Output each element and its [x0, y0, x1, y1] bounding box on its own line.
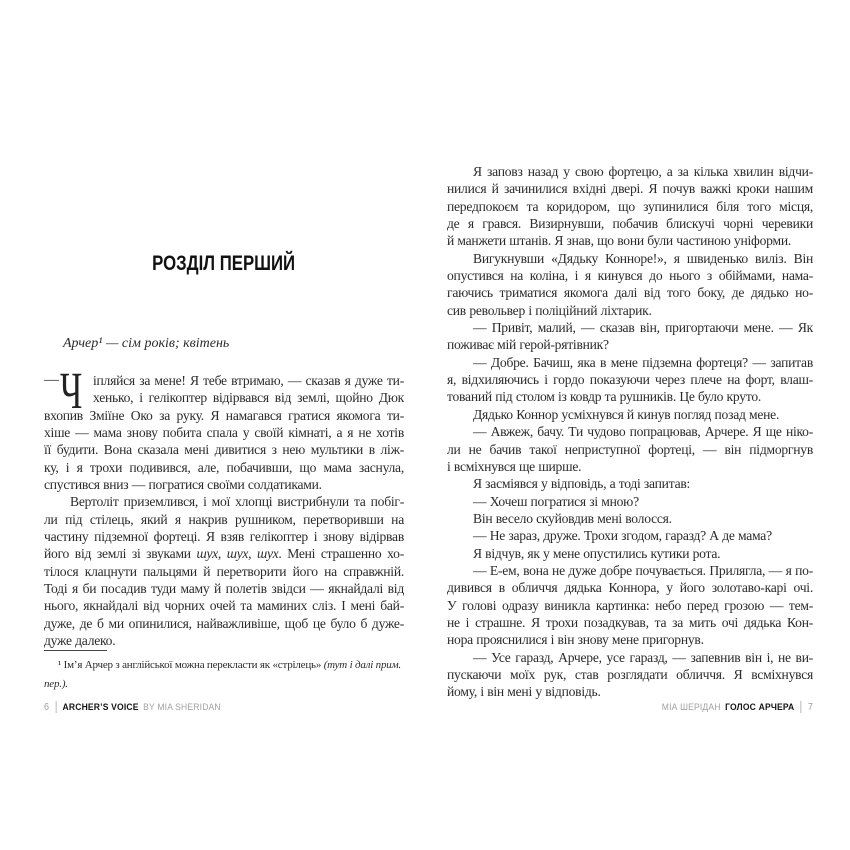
text-line: Вигукнувши «Дядьку Конноре!», я швиденько виліз. Він [473, 250, 813, 266]
footnote [44, 650, 404, 693]
text-line: пускаючи моїх рук, став розглядати обличчя. Я всміхнувся [447, 666, 813, 682]
text-line: його від землі зі звуками шух, шух, шух. Мені страшенно хо- [44, 546, 404, 562]
right-page [447, 0, 813, 850]
text-line: тілося клацнути пальцями й перетворити його на справжній. [44, 563, 404, 579]
text-line: ли під стілець, який я накрив рушником, перетворивши на [44, 511, 404, 527]
text-line: її будити. Вона сказала мені дивитися з нею мультики в ліж- [44, 442, 404, 458]
text-line: передпокоєм та коридором, що зупинилися біля того місця, [447, 198, 813, 214]
text-line: — Добре. Бачиш, яка в мене підземна фортеця? — запитав [473, 354, 813, 370]
text-line: У голові одразу виникла картинка: небо перед грозою — тем- [447, 597, 813, 613]
text-line: нилися й зачинилися вхідні двері. Я почув важкі кроки нашим [447, 181, 813, 197]
text-line: сив револьвер і поліційний ліхтарик. [447, 302, 652, 318]
text-line: де я грався. Визирнувши, побачив блискучі чорні черевики [447, 216, 813, 232]
text-line: Я відчув, як у мене опустились кутики рота. [473, 545, 721, 561]
chapter-title-text: РОЗДІЛ ПЕРШИЙ [152, 251, 296, 275]
text-line: тований під столом із ковдр та рушників. Це було круто. [447, 389, 762, 405]
footnote-line: пер.). [44, 677, 68, 690]
dropcap-dash: — [44, 372, 59, 388]
text-line: йому, і він мені у відповідь. [447, 684, 601, 700]
text-line: хіше — мама знову побита спала у своїй кімнаті, а я не хотів [44, 425, 404, 441]
text-line: ку, і я трохи подивився, але, побачивши, що мама заснула, [44, 459, 404, 475]
dropcap [44, 363, 93, 420]
running-title: ARCHER’S VOICE [62, 701, 139, 713]
footnote-rule [44, 650, 107, 651]
page-number: 7 [807, 701, 813, 713]
text-line: і всміхнувся ще ширше. [447, 458, 582, 474]
text-line: нього, якнайдалі від чорних очей та маминих сліз. І мені бай- [44, 598, 404, 614]
text-line: ли не бачив такої неприступної фортеці, — він підморгнув [447, 441, 813, 457]
text-line: — Авжеж, бачу. Ти чудово попрацював, Арчере. Я ще ніко- [473, 424, 813, 440]
text-line: — Усе гаразд, Арчере, усе гаразд, — запевнив він і, не ви- [473, 649, 813, 665]
text-line: гаючись триматися якомога далі від того боку, де дядько но- [447, 285, 813, 301]
running-byline: BY MIA SHERIDAN [143, 701, 221, 713]
text-line: — Е-ем, вона не дуже добре почувається. Прилягла, — я по- [473, 562, 813, 578]
text-line: дуже, де б ми опинилися, найважливіше, щоб це було б дуже- [44, 615, 404, 631]
text-line: Вертоліт приземлився, і мої хлопці вистрибнули та побіг- [70, 494, 404, 510]
dropcap-letter: Ч [60, 363, 83, 420]
text-line: — Привіт, малий, — сказав він, пригортаючи мене. — Як [473, 320, 813, 336]
left-page-footer [44, 701, 245, 713]
text-line: Я засміявся у відповідь, а тоді запитав: [473, 476, 691, 492]
text-line: іпляйся за мене! Я тебе втримаю, — сказав я дуже ти- [93, 373, 404, 388]
footer-divider [55, 701, 56, 713]
text-line: дуже далеко. [44, 633, 116, 649]
chapter-title [44, 251, 404, 276]
text-line: поживає мій герой-рятівник? [447, 337, 609, 353]
running-author: МІА ШЕРІДАН [661, 701, 721, 713]
text-line: Він весело скуйовдив мені волосся. [473, 510, 672, 526]
text-line: нора прояснилися і він знову мене пригорнув. [447, 632, 704, 648]
left-page-body [44, 363, 404, 650]
text-line: опустився на коліна, і я кинувся до нього з обіймами, нама- [447, 268, 813, 284]
text-line: й манжети штанів. Я знав, що вони були частиною уніформи. [447, 233, 791, 249]
footnote-line: ¹ Ім’я Арчер з англійської можна перекласти як «стрілець» (тут і далі прим. [58, 659, 401, 671]
text-line: — Не зараз, друже. Трохи згодом, гаразд? А де мама? [473, 528, 772, 544]
text-line: хенько, і гелікоптер відірвався від землі, щойно Дюк [93, 390, 404, 406]
text-line: я, відхиляючись і гордо показуючи через плече на форт, влаш- [447, 372, 813, 388]
right-page-body [447, 163, 813, 701]
running-title: ГОЛОС АРЧЕРА [725, 701, 795, 713]
text-line: Я заповз назад у свою фортецю, а за кілька хвилин відчи- [473, 164, 813, 179]
text-line: не і страшне. Я трохи позадкував, та за мить очі дядька Кон- [447, 614, 813, 630]
footer-divider [801, 701, 802, 713]
chapter-subtitle: Арчер¹ — сім років; квітень [63, 336, 230, 351]
right-page-footer [640, 701, 813, 713]
page-number: 6 [44, 701, 50, 713]
left-page [44, 0, 404, 850]
text-line: вхопив Зміїне Око за руку. Я намагався гратися якомога ти- [44, 407, 404, 423]
text-line: дивився в обличчя дядька Коннора, у його золотаво-карі очі. [447, 580, 813, 596]
text-line: частину підземної фортеці. Я взяв гелікоптер і знову відірвав [44, 529, 404, 545]
text-line: Тоді я би посадив туди маму й полетів звідси — якнайдалі від [44, 581, 404, 597]
text-line: — Хочеш погратися зі мною? [473, 493, 639, 509]
text-line: спустився вниз — погратися своїми солдатиками. [44, 477, 322, 493]
text-line: Дядько Коннор усміхнувся й кинув погляд позад мене. [473, 406, 780, 422]
